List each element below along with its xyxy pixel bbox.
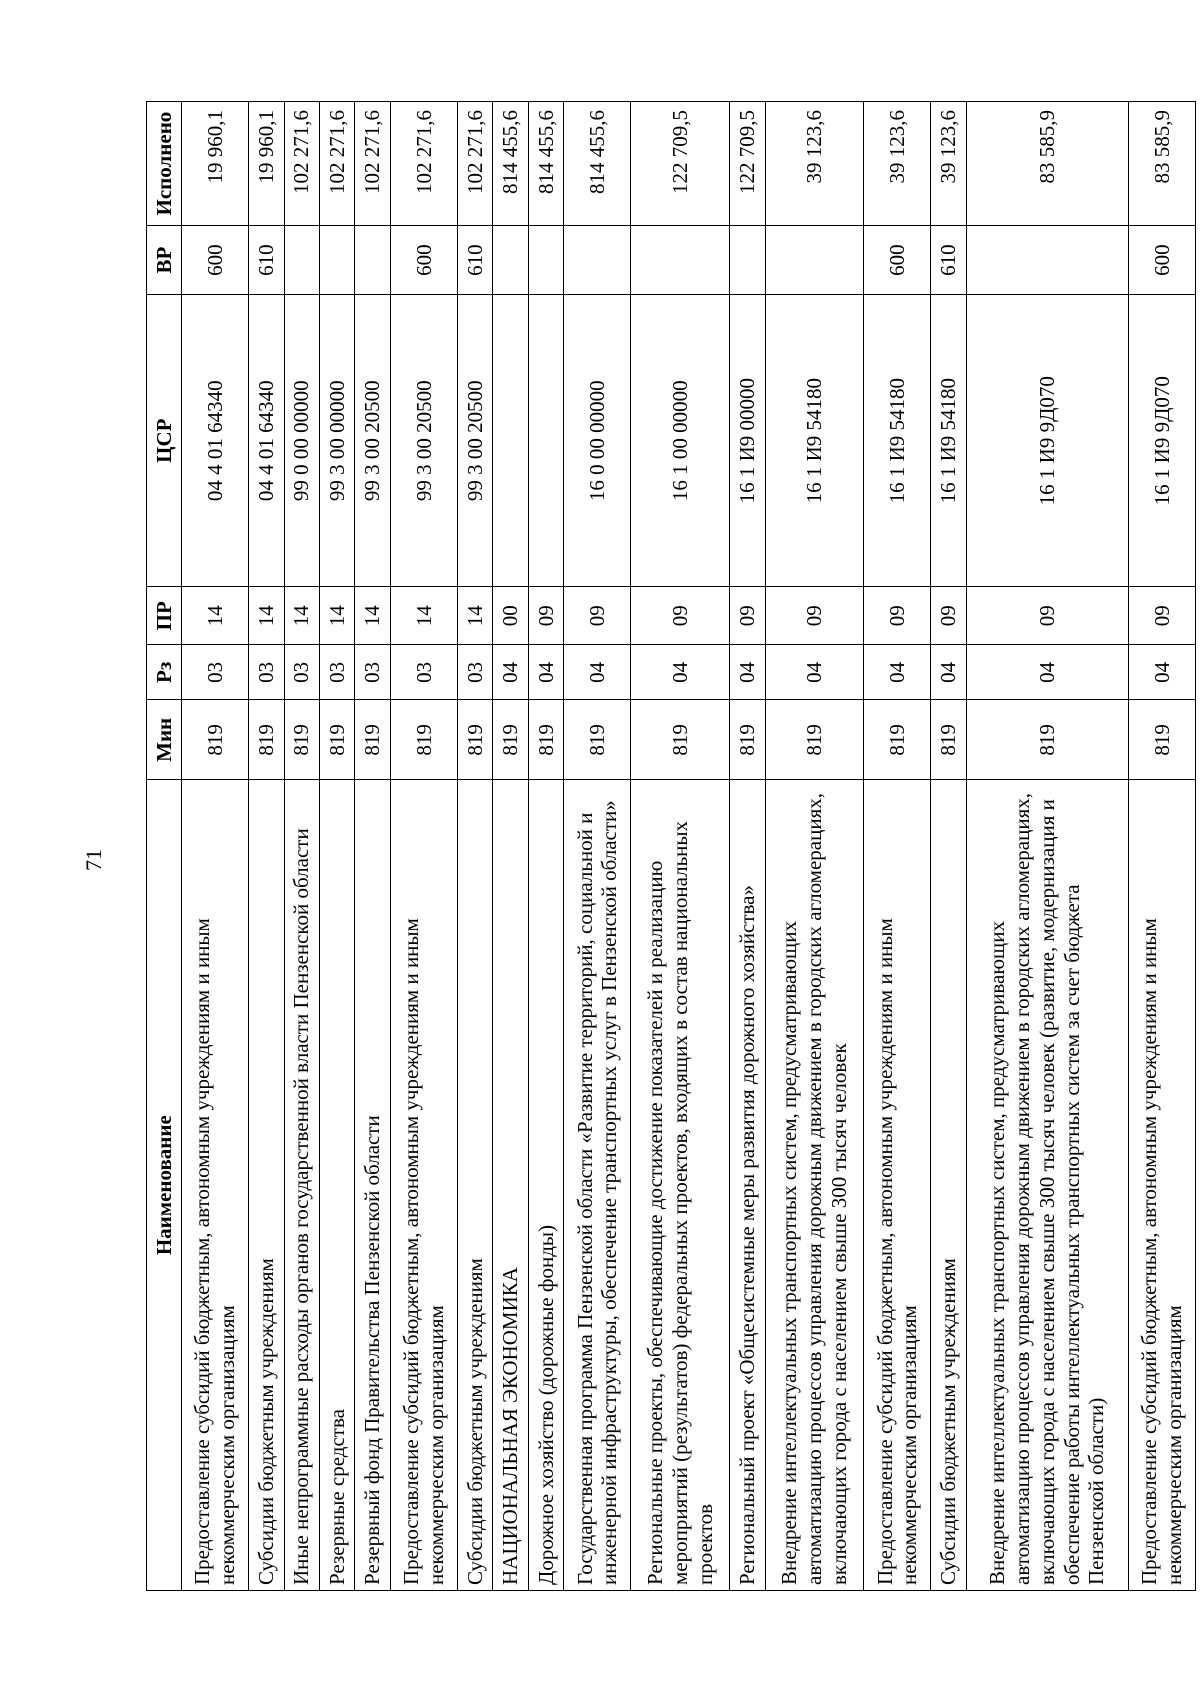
cell-min: 819 [1128, 700, 1195, 780]
cell-vr [730, 226, 765, 295]
cell-name: Иные непрограммные расходы органов государственной власти Пензенской области [284, 780, 319, 1591]
cell-min: 819 [249, 700, 284, 780]
cell-csr: 99 3 00 00000 [319, 295, 354, 587]
cell-min: 819 [528, 700, 563, 780]
table-row [457, 102, 492, 1591]
cell-name: Региональные проекты, обеспечивающие достижение показателей и реализацию мероприятий (результатов) федеральных проектов, входящих в состав национальных проектов [631, 780, 730, 1591]
cell-vr: 600 [864, 226, 931, 295]
cell-executed: 102 271,6 [319, 102, 354, 226]
cell-csr: 16 1 И9 00000 [730, 295, 765, 587]
cell-vr: 610 [931, 226, 966, 295]
cell-vr [493, 226, 528, 295]
table-row [528, 102, 563, 1591]
cell-vr [355, 226, 390, 295]
cell-executed: 83 585,9 [966, 102, 1128, 226]
cell-rz: 03 [284, 645, 319, 700]
cell-pr: 14 [182, 587, 249, 645]
cell-rz: 03 [390, 645, 457, 700]
rotated-table-wrapper [146, 101, 1196, 1591]
cell-vr: 600 [1128, 226, 1195, 295]
cell-min: 819 [931, 700, 966, 780]
header-name: Наименование [147, 780, 182, 1591]
cell-min: 819 [493, 700, 528, 780]
table-row [730, 102, 765, 1591]
cell-csr: 16 1 И9 54180 [765, 295, 864, 587]
header-vr: ВР [147, 226, 182, 295]
cell-csr: 16 1 И9 9Д070 [966, 295, 1128, 587]
cell-executed: 102 271,6 [284, 102, 319, 226]
cell-min: 819 [966, 700, 1128, 780]
table-row [564, 102, 631, 1591]
cell-vr [631, 226, 730, 295]
cell-csr [493, 295, 528, 587]
header-pr: ПР [147, 587, 182, 645]
cell-pr: 14 [390, 587, 457, 645]
cell-name: Предоставление субсидий бюджетным, автономным учреждениям и иным некоммерческим организациям [182, 780, 249, 1591]
cell-pr: 09 [765, 587, 864, 645]
cell-pr: 09 [564, 587, 631, 645]
table-row [493, 102, 528, 1591]
table-row [390, 102, 457, 1591]
cell-name: Резервный фонд Правительства Пензенской области [355, 780, 390, 1591]
cell-rz: 04 [730, 645, 765, 700]
cell-min: 819 [390, 700, 457, 780]
table-row [1128, 102, 1195, 1591]
cell-name: Субсидии бюджетным учреждениям [249, 780, 284, 1591]
cell-name: Предоставление субсидий бюджетным, автономным учреждениям и иным некоммерческим организациям [1128, 780, 1195, 1591]
cell-pr: 14 [457, 587, 492, 645]
cell-pr: 09 [528, 587, 563, 645]
table-row [355, 102, 390, 1591]
cell-min: 819 [355, 700, 390, 780]
table-row [931, 102, 966, 1591]
cell-vr: 610 [249, 226, 284, 295]
cell-min: 819 [564, 700, 631, 780]
cell-csr: 99 0 00 00000 [284, 295, 319, 587]
cell-name: Внедрение интеллектуальных транспортных систем, предусматривающих автоматизацию процессов управления дорожным движением в городских агломерациях, включающих города с населением свыше 300 тысяч человек [765, 780, 864, 1591]
cell-vr [765, 226, 864, 295]
cell-vr: 610 [457, 226, 492, 295]
cell-min: 819 [631, 700, 730, 780]
cell-rz: 03 [457, 645, 492, 700]
cell-rz: 04 [864, 645, 931, 700]
cell-vr [284, 226, 319, 295]
cell-executed: 19 960,1 [249, 102, 284, 226]
cell-min: 819 [182, 700, 249, 780]
cell-vr [966, 226, 1128, 295]
cell-csr: 16 1 И9 9Д070 [1128, 295, 1195, 587]
cell-executed: 39 123,6 [864, 102, 931, 226]
table-row [966, 102, 1128, 1591]
table-row [249, 102, 284, 1591]
cell-executed: 814 455,6 [493, 102, 528, 226]
table-row [182, 102, 249, 1591]
header-csr: ЦСР [147, 295, 182, 587]
cell-name: Дорожное хозяйство (дорожные фонды) [528, 780, 563, 1591]
cell-min: 819 [730, 700, 765, 780]
header-executed: Исполнено [147, 102, 182, 226]
cell-executed: 102 271,6 [355, 102, 390, 226]
cell-min: 819 [765, 700, 864, 780]
cell-rz: 03 [319, 645, 354, 700]
cell-rz: 03 [249, 645, 284, 700]
cell-min: 819 [457, 700, 492, 780]
cell-pr: 14 [249, 587, 284, 645]
cell-name: Государственная программа Пензенской области «Развитие территорий, социальной и инженерной инфраструктуры, обеспечение транспортных услуг в Пензенской области» [564, 780, 631, 1591]
cell-min: 819 [284, 700, 319, 780]
page-number: 71 [81, 849, 106, 871]
cell-name: Внедрение интеллектуальных транспортных систем, предусматривающих автоматизацию процессов управления дорожным движением в городских агломерациях, включающих города с населением свыше 300 тысяч человек (развитие, модернизация и обеспечение работы интеллектуальных транспортных систем за счет бюджета Пензенской области) [966, 780, 1128, 1591]
cell-name: Региональный проект «Общесистемные меры развития дорожного хозяйства» [730, 780, 765, 1591]
cell-pr: 14 [284, 587, 319, 645]
cell-name: Предоставление субсидий бюджетным, автономным учреждениям и иным некоммерческим организациям [864, 780, 931, 1591]
cell-pr: 09 [1128, 587, 1195, 645]
cell-rz: 04 [493, 645, 528, 700]
cell-name: Субсидии бюджетным учреждениям [931, 780, 966, 1591]
cell-executed: 814 455,6 [528, 102, 563, 226]
cell-executed: 102 271,6 [457, 102, 492, 226]
cell-rz: 04 [966, 645, 1128, 700]
cell-min: 819 [864, 700, 931, 780]
header-min: Мин [147, 700, 182, 780]
cell-csr [528, 295, 563, 587]
cell-name: Субсидии бюджетным учреждениям [457, 780, 492, 1591]
table-row [284, 102, 319, 1591]
cell-name: Предоставление субсидий бюджетным, автономным учреждениям и иным некоммерческим организациям [390, 780, 457, 1591]
cell-csr: 16 0 00 00000 [564, 295, 631, 587]
cell-executed: 122 709,5 [730, 102, 765, 226]
cell-executed: 814 455,6 [564, 102, 631, 226]
cell-pr: 14 [319, 587, 354, 645]
cell-rz: 03 [355, 645, 390, 700]
cell-csr: 99 3 00 20500 [355, 295, 390, 587]
cell-executed: 102 271,6 [390, 102, 457, 226]
cell-csr: 04 4 01 64340 [182, 295, 249, 587]
cell-name: НАЦИОНАЛЬНАЯ ЭКОНОМИКА [493, 780, 528, 1591]
table-row [319, 102, 354, 1591]
cell-rz: 03 [182, 645, 249, 700]
table-header-row [147, 102, 182, 1591]
cell-pr: 09 [631, 587, 730, 645]
cell-executed: 122 709,5 [631, 102, 730, 226]
cell-csr: 99 3 00 20500 [457, 295, 492, 587]
table-row [864, 102, 931, 1591]
table-row [631, 102, 730, 1591]
cell-vr [564, 226, 631, 295]
cell-pr: 09 [966, 587, 1128, 645]
header-rz: Рз [147, 645, 182, 700]
cell-csr: 16 1 00 00000 [631, 295, 730, 587]
cell-vr: 600 [390, 226, 457, 295]
table-row [765, 102, 864, 1591]
cell-csr: 04 4 01 64340 [249, 295, 284, 587]
cell-rz: 04 [631, 645, 730, 700]
cell-pr: 09 [730, 587, 765, 645]
cell-csr: 16 1 И9 54180 [864, 295, 931, 587]
cell-pr: 09 [864, 587, 931, 645]
cell-rz: 04 [931, 645, 966, 700]
cell-rz: 04 [564, 645, 631, 700]
cell-executed: 39 123,6 [931, 102, 966, 226]
cell-rz: 04 [1128, 645, 1195, 700]
cell-min: 819 [319, 700, 354, 780]
cell-vr: 600 [182, 226, 249, 295]
cell-csr: 99 3 00 20500 [390, 295, 457, 587]
budget-table [146, 101, 1196, 1591]
cell-executed: 19 960,1 [182, 102, 249, 226]
cell-executed: 39 123,6 [765, 102, 864, 226]
cell-vr [319, 226, 354, 295]
cell-pr: 09 [931, 587, 966, 645]
cell-name: Резервные средства [319, 780, 354, 1591]
cell-rz: 04 [528, 645, 563, 700]
cell-vr [528, 226, 563, 295]
cell-csr: 16 1 И9 54180 [931, 295, 966, 587]
cell-executed: 83 585,9 [1128, 102, 1195, 226]
cell-pr: 14 [355, 587, 390, 645]
cell-pr: 00 [493, 587, 528, 645]
cell-rz: 04 [765, 645, 864, 700]
